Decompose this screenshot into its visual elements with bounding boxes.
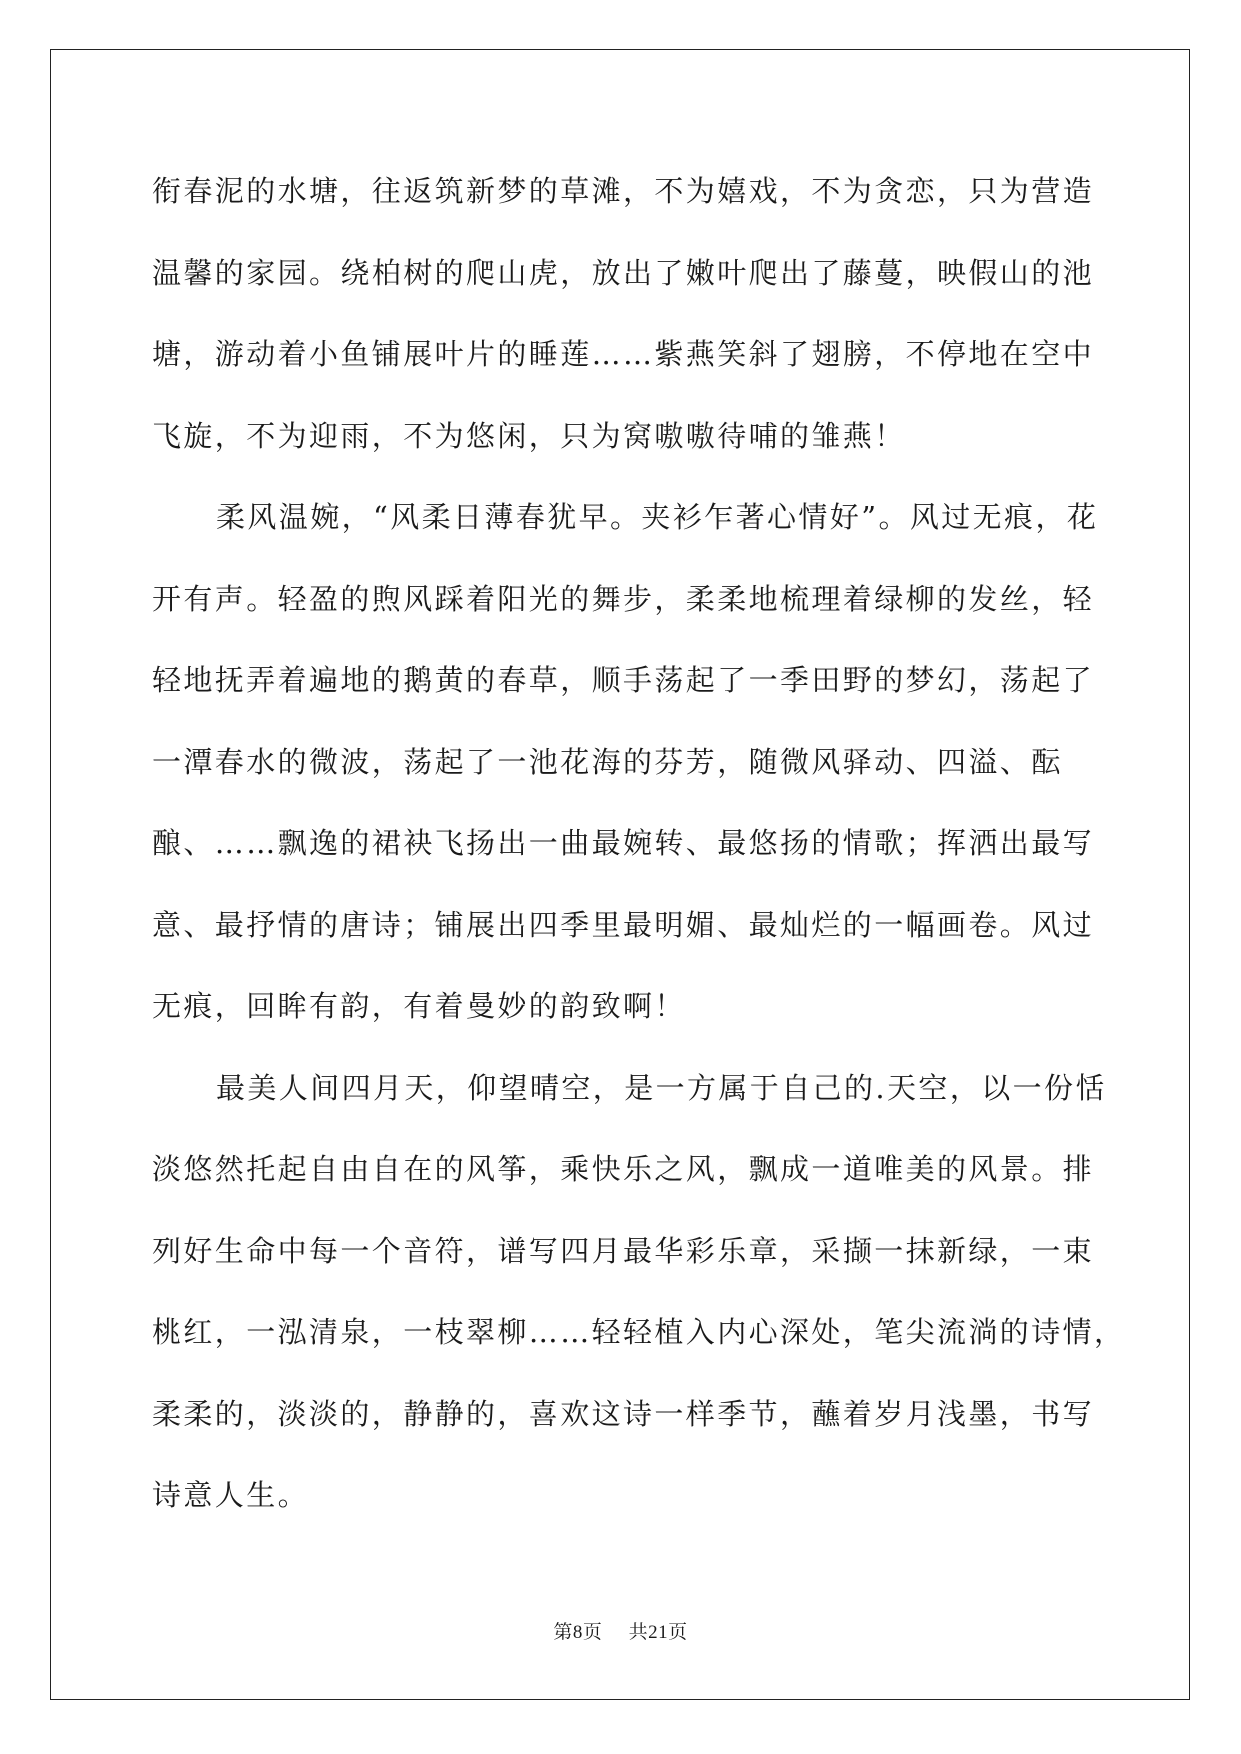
text-line: 意、最抒情的唐诗；铺展出四季里最明媚、最灿烂的一幅画卷。风过 <box>152 907 1095 942</box>
paragraph-3 <box>152 1062 1126 1551</box>
text-line: 温馨的家园。绕柏树的爬山虎，放出了嫩叶爬出了藤蔓，映假山的池 <box>152 255 1095 290</box>
total-suffix: 页 <box>668 1621 688 1643</box>
text-line: 飞旋，不为迎雨，不为悠闲，只为窝嗷嗷待哺的雏燕！ <box>152 418 906 453</box>
text-line: 诗意人生。 <box>152 1478 310 1512</box>
text-line: 列好生命中每一个音符，谱写四月最华彩乐章，采撷一抹新绿，一束 <box>152 1233 1095 1268</box>
text-line: 无痕，回眸有韵，有着曼妙的韵致啊！ <box>152 989 686 1023</box>
text-line: 柔风温婉，“风柔日薄春犹早。夹衫乍著心情好”。风过无痕，花 <box>216 500 1099 534</box>
text-line: 最美人间四月天，仰望晴空，是一方属于自己的.天空，以一份恬 <box>216 1070 1107 1105</box>
page-suffix: 页 <box>582 1621 603 1643</box>
document-body <box>152 165 1126 1551</box>
text-line: 桃红，一泓清泉，一枝翠柳……轻轻植入内心深处，笔尖流淌的诗情， <box>152 1315 1126 1349</box>
page-prefix: 第 <box>553 1621 573 1643</box>
page-footer <box>0 1617 1241 1644</box>
total-prefix: 共 <box>628 1621 649 1643</box>
current-page-number: 8 <box>572 1622 583 1643</box>
paragraph-1 <box>152 165 1112 491</box>
text-line: 柔柔的，淡淡的，静静的，喜欢这诗一样季节，蘸着岁月浅墨，书写 <box>152 1396 1095 1431</box>
paragraph-2 <box>152 491 1112 1062</box>
text-line: 酿、……飘逸的裙袂飞扬出一曲最婉转、最悠扬的情歌；挥洒出最写 <box>152 826 1095 860</box>
text-line: 开有声。轻盈的煦风踩着阳光的舞步，柔柔地梳理着绿柳的发丝，轻 <box>152 581 1095 616</box>
text-line: 衔春泥的水塘，往返筑新梦的草滩，不为嬉戏，不为贪恋，只为营造 <box>152 174 1095 208</box>
text-line: 淡悠然托起自由自在的风筝，乘快乐之风，飘成一道唯美的风景。排 <box>152 1152 1095 1186</box>
text-line: 一潭春水的微波，荡起了一池花海的芬芳，随微风驿动、四溢、酝 <box>152 744 1063 779</box>
text-line: 轻地抚弄着遍地的鹅黄的春草，顺手荡起了一季田野的梦幻，荡起了 <box>152 663 1095 697</box>
text-line: 塘，游动着小鱼铺展叶片的睡莲……紫燕笑斜了翅膀，不停地在空中 <box>152 337 1095 371</box>
total-pages-number: 21 <box>648 1622 669 1643</box>
